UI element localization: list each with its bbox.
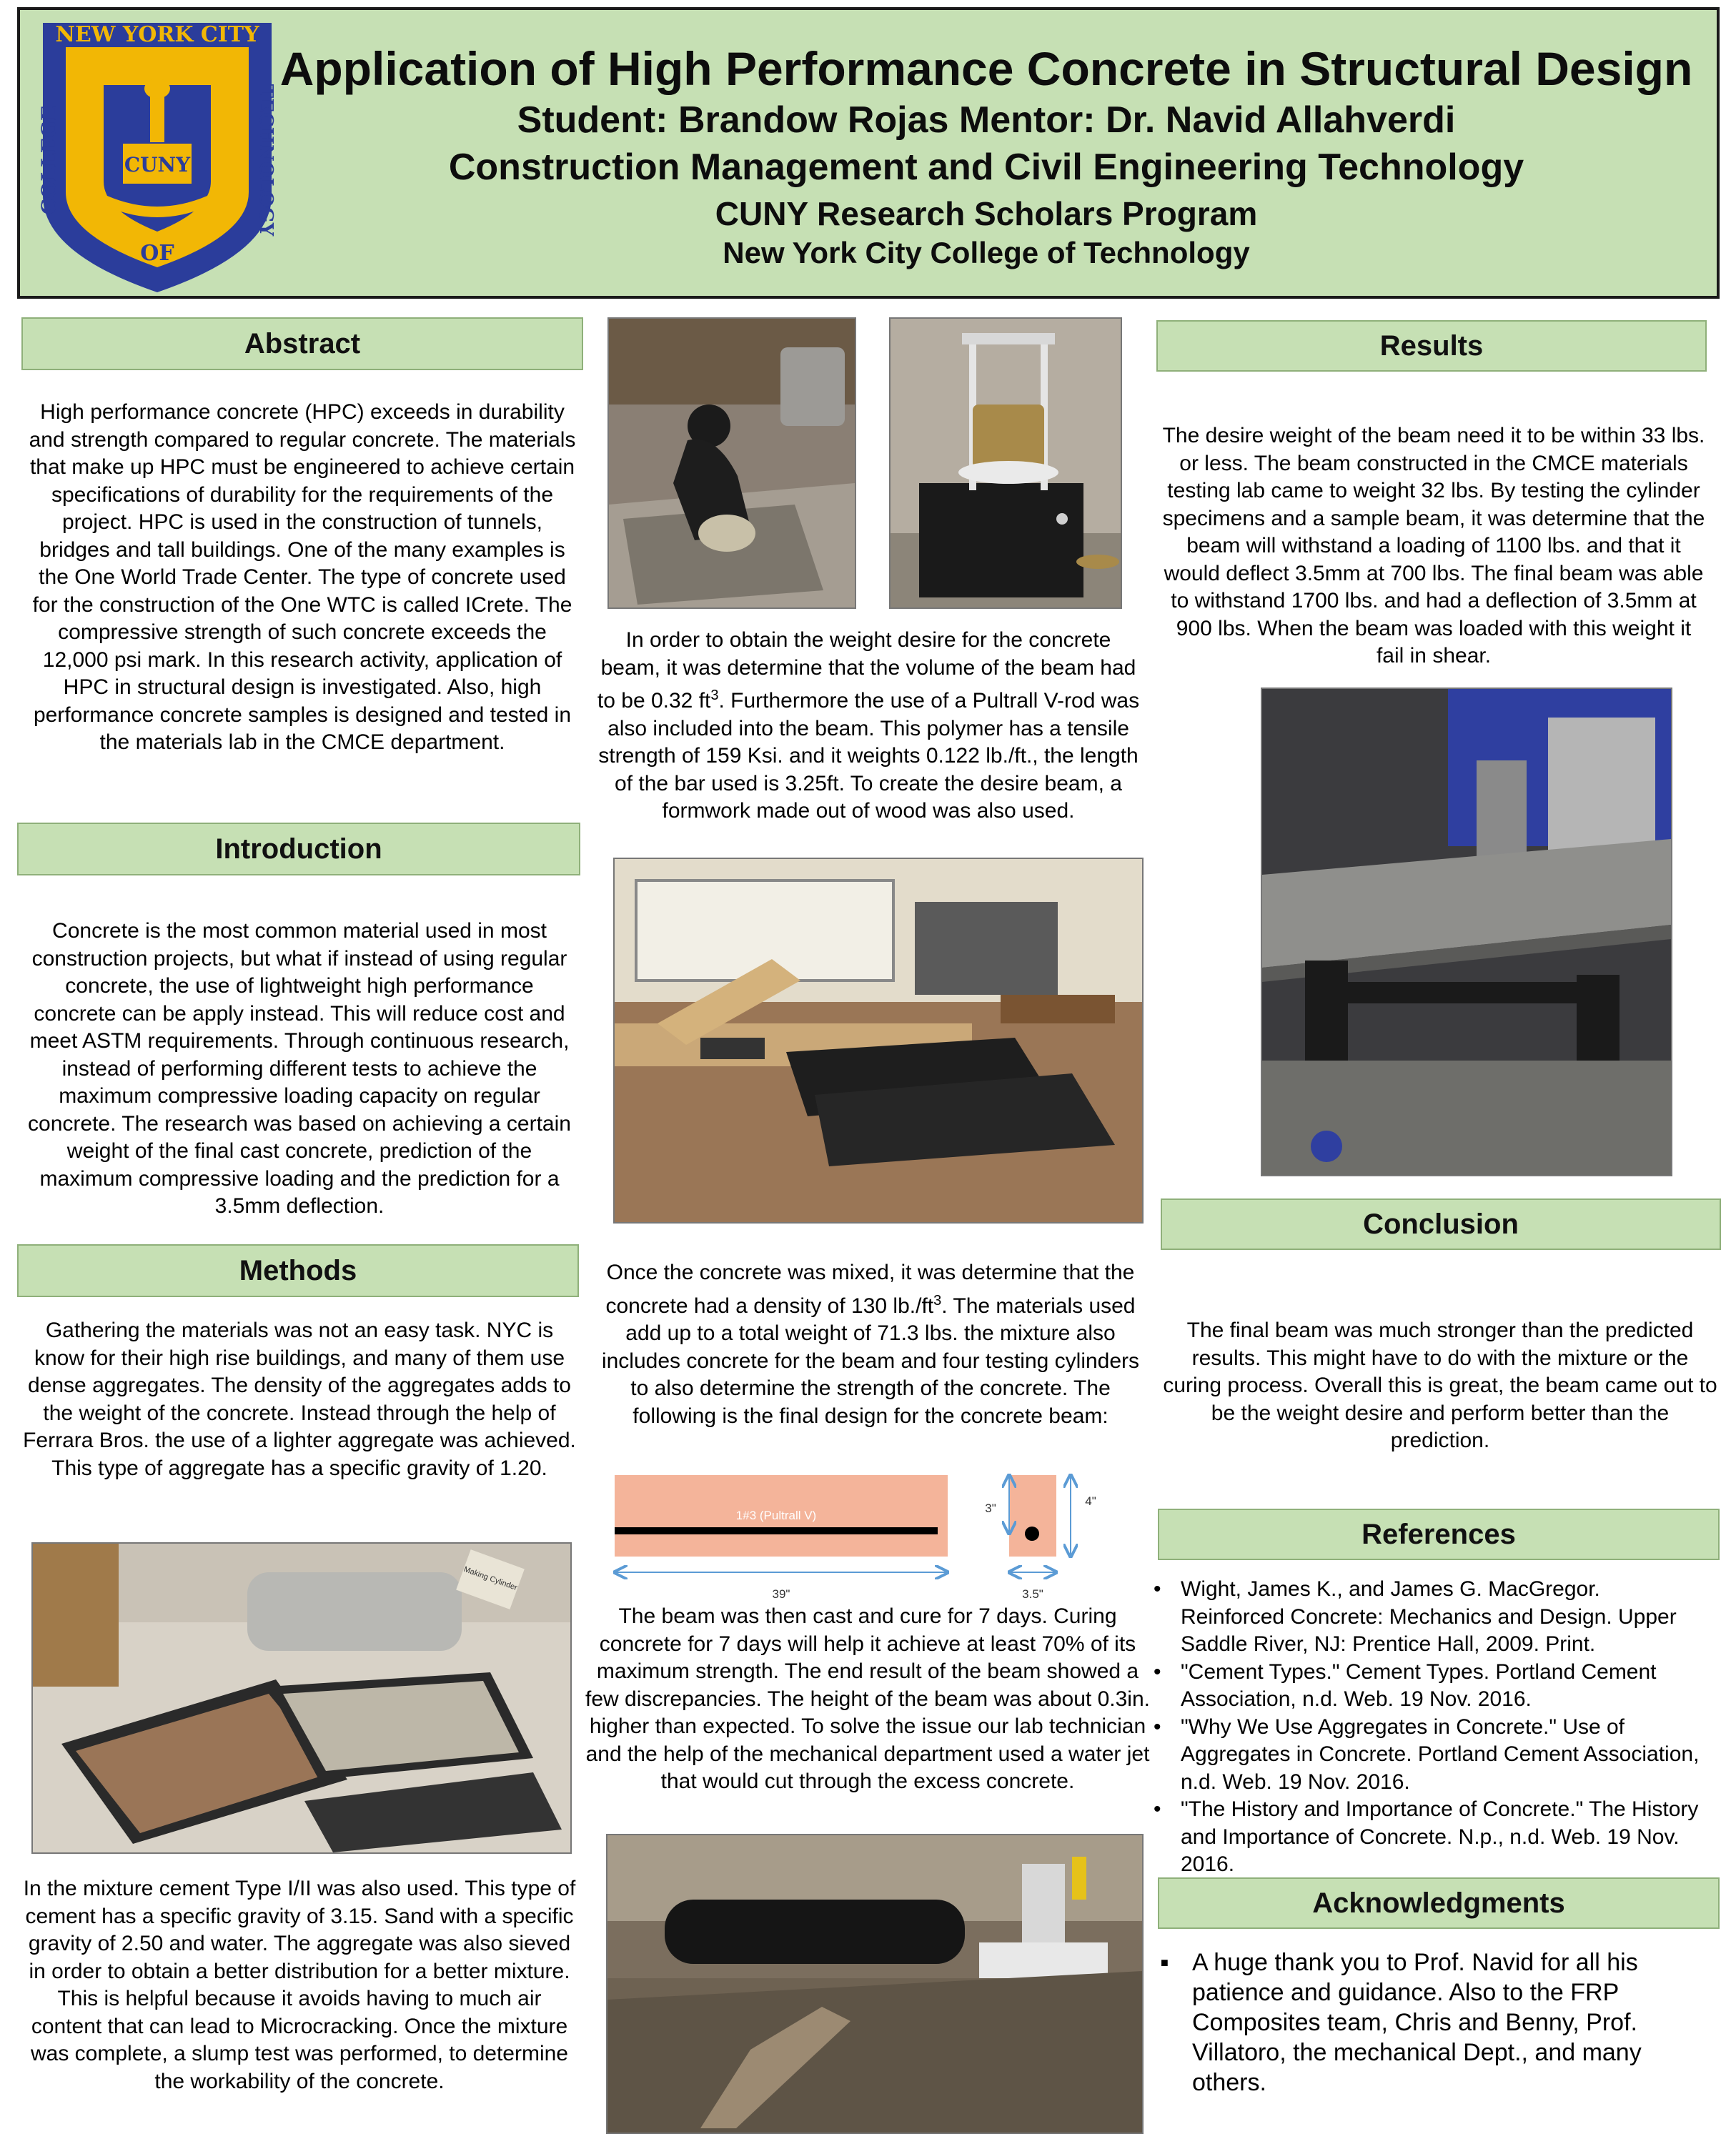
mixing-concrete-image xyxy=(609,319,855,607)
curing-text: The beam was then cast and cure for 7 days. Curing concrete for 7 days will help it achieve at least 70% of its maximum strength. The end result of the beam showed a few discrepancies. The height of the beam was about 0.3in. higher than expected. To solve the issue our lab technician and the help of the mechanical department used a water jet that would cut through the excess concrete. xyxy=(585,1604,1150,1793)
volume-text: In order to obtain the weight desire for the concrete beam, it was determine that the volume of the beam had to be 0.32 $ft^3$. Furthermore the use of a Pultrall V-rod was also included into the beam. This polymer has a tensile strength of 159 Ksi. and it weights 0.122 lb./ft., the length of the bar used is 3.25ft. To create the desire beam, a formwork made out of wood was also used. xyxy=(597,628,1140,823)
aggregate-trays-image xyxy=(33,1544,570,1852)
student-mentor-line: Student: Brandow Rojas Mentor: Dr. Navid Allahverdi xyxy=(517,99,1456,141)
svg-text:Making Cylinder: Making Cylinder xyxy=(462,1564,519,1593)
department-line: Construction Management and Civil Engineering Technology xyxy=(448,147,1524,188)
lab-formwork-photo xyxy=(613,858,1144,1224)
introduction-text: Concrete is the most common material used in most construction projects, but what if instead of using regular concrete, the use of lightweight high performance concrete can be apply instead. This will reduce cost and meet ASTM requirements. Through continuous research, instead of performing different tests to achieve the maximum compressive loading capacity on regular concrete. The research was based on achieving a certain weight of the final cast concrete, prediction of the maximum compressive loading and the prediction for a 3.5mm deflection. xyxy=(28,919,571,1218)
lab-formwork-image xyxy=(615,859,1142,1222)
reference-item: • "Cement Types." Cement Types. Portland Cement Association, n.d. Web. 19 Nov. 2016. xyxy=(1154,1659,1704,1714)
methods-heading: Methods xyxy=(17,1244,579,1297)
bar-section xyxy=(1025,1527,1039,1541)
reference-item: • Wight, James K., and James G. MacGregor. Reinforced Concrete: Mechanics and Design. Upper Saddle River, NJ: Prentice Hall, 2009. Print. xyxy=(1154,1576,1704,1659)
introduction-heading: Introduction xyxy=(17,823,580,875)
mixing-concrete-photo xyxy=(607,317,856,609)
svg-text:OF: OF xyxy=(140,241,174,266)
methods-text-1: Gathering the materials was not an easy task. NYC is know for their high rise buildings, and many of them use dense aggregates. The density of the aggregates adds to the weight of the concrete. Instead through the help of Ferrara Bros. the use of a lighter aggregate was achieved. This type of aggregate has a specific gravity of 1.20. xyxy=(23,1319,576,1480)
outer-height-label: 4" xyxy=(1085,1494,1096,1508)
density-text: Once the concrete was mixed, it was determine that the concrete had a density of 130 $lb./ft^3$. The materials used add up to a total weight of 71.3 lbs. the mixture also includes concrete for the beam and four testing cylinders to also determine the strength of the concrete. The following is the final design for the concrete beam: xyxy=(601,1261,1140,1428)
svg-text:CUNY: CUNY xyxy=(124,153,191,177)
reference-item: • "The History and Importance of Concrete." The History and Importance of Concrete. N.p., n.d. Web. 19 Nov. 2016. xyxy=(1154,1796,1704,1879)
crest-icon xyxy=(36,17,279,296)
svg-text:TECHNOLOGY: TECHNOLOGY xyxy=(255,84,277,237)
poster-title: Application of High Performance Concrete in Structural Design xyxy=(279,42,1693,95)
superscript-3-density: 3 xyxy=(933,1292,942,1309)
results-heading: Results xyxy=(1156,320,1707,372)
beam-design-diagram xyxy=(605,1465,1148,1602)
abstract-text: High performance concrete (HPC) exceeds in durability and strength compared to regular concrete. The materials that make up HPC must be engineered to achieve certain specifications of durability for the requirements of the project. HPC is used in the construction of tunnels, bridges and tall buildings. One of the many examples is the One World Trade Center. The type of concrete used for the construction of the One WTC is called ICrete. The compressive strength of such concrete exceeds the 12,000 psi mark. In this research activity, application of HPC in structural design is investigated. Also, high performance concrete samples is designed and tested in the materials lab in the CMCE department. xyxy=(29,400,576,754)
abstract-heading: Abstract xyxy=(21,317,583,370)
methods-text-2: In the mixture cement Type I/II was also used. This type of cement has a specific gravity of 3.15. Sand with a specific gravity of 2.50 and water. The aggregate was also sieved in order to obtain a better distribution for a better mixture. This is helpful because it avoids having to much air content that can lead to Microcracking. Once the mixture was complete, a slump test was performed, to determine the workability of the concrete. xyxy=(23,1877,576,2093)
length-label: 39" xyxy=(772,1587,790,1601)
svg-text:NEW YORK CITY: NEW YORK CITY xyxy=(55,22,259,47)
references-heading: References xyxy=(1158,1509,1720,1560)
superscript-3: 3 xyxy=(710,688,719,703)
inner-height-label: 3" xyxy=(985,1502,996,1515)
water-jet-image xyxy=(607,1835,1142,2133)
college-line: New York City College of Technology xyxy=(723,236,1250,269)
references-list xyxy=(1154,1576,1704,1879)
section-width-label: 3.5" xyxy=(1022,1587,1043,1601)
bar-label: 1#3 (Pultrall V) xyxy=(735,1509,817,1522)
acknowledgments-heading: Acknowledgments xyxy=(1158,1877,1720,1929)
sieve-shaker-photo xyxy=(889,317,1122,609)
college-logo xyxy=(36,17,279,296)
svg-text:COLLEGE: COLLEGE xyxy=(37,105,61,215)
beam-test-photo xyxy=(1261,688,1672,1176)
acknowledgments-list xyxy=(1161,1947,1675,2098)
acknowledgment-item: ■ A huge thank you to Prof. Navid for all his patience and guidance. Also to the FRP Composites team, Chris and Benny, Prof. Villatoro, the mechanical Dept., and many others. xyxy=(1161,1947,1675,2098)
beam-diagram-svg xyxy=(605,1465,1148,1602)
results-text: The desire weight of the beam need it to be within 33 lbs. or less. The beam constructed in the CMCE materials testing lab came to weight 32 lbs. By testing the cylinder specimens and a sample beam, it was determine that the beam will withstand a loading of 1100 lbs. and that it would deflect 3.5mm at 700 lbs. The final beam was able to withstand 1700 lbs. and had a deflection of 3.5mm at 900 lbs. When the beam was loaded with this weight it fail in shear. xyxy=(1162,424,1705,667)
water-jet-photo xyxy=(606,1834,1144,2134)
beam-test-image xyxy=(1262,689,1671,1175)
reference-item: • "Why We Use Aggregates in Concrete." Use of Aggregates in Concrete. Portland Cement Association, n.d. Web. 19 Nov. 2016. xyxy=(1154,1714,1704,1797)
conclusion-text: The final beam was much stronger than the predicted results. This might have to do with the mixture or the curing process. Overall this is great, the beam came out to be the weight desire and perform better than the prediction. xyxy=(1163,1319,1717,1452)
aggregate-trays-photo xyxy=(31,1542,572,1854)
conclusion-heading: Conclusion xyxy=(1161,1198,1721,1250)
program-line: CUNY Research Scholars Program xyxy=(715,195,1258,232)
sieve-shaker-image xyxy=(891,319,1121,607)
beam-cross-section xyxy=(1009,1475,1056,1557)
